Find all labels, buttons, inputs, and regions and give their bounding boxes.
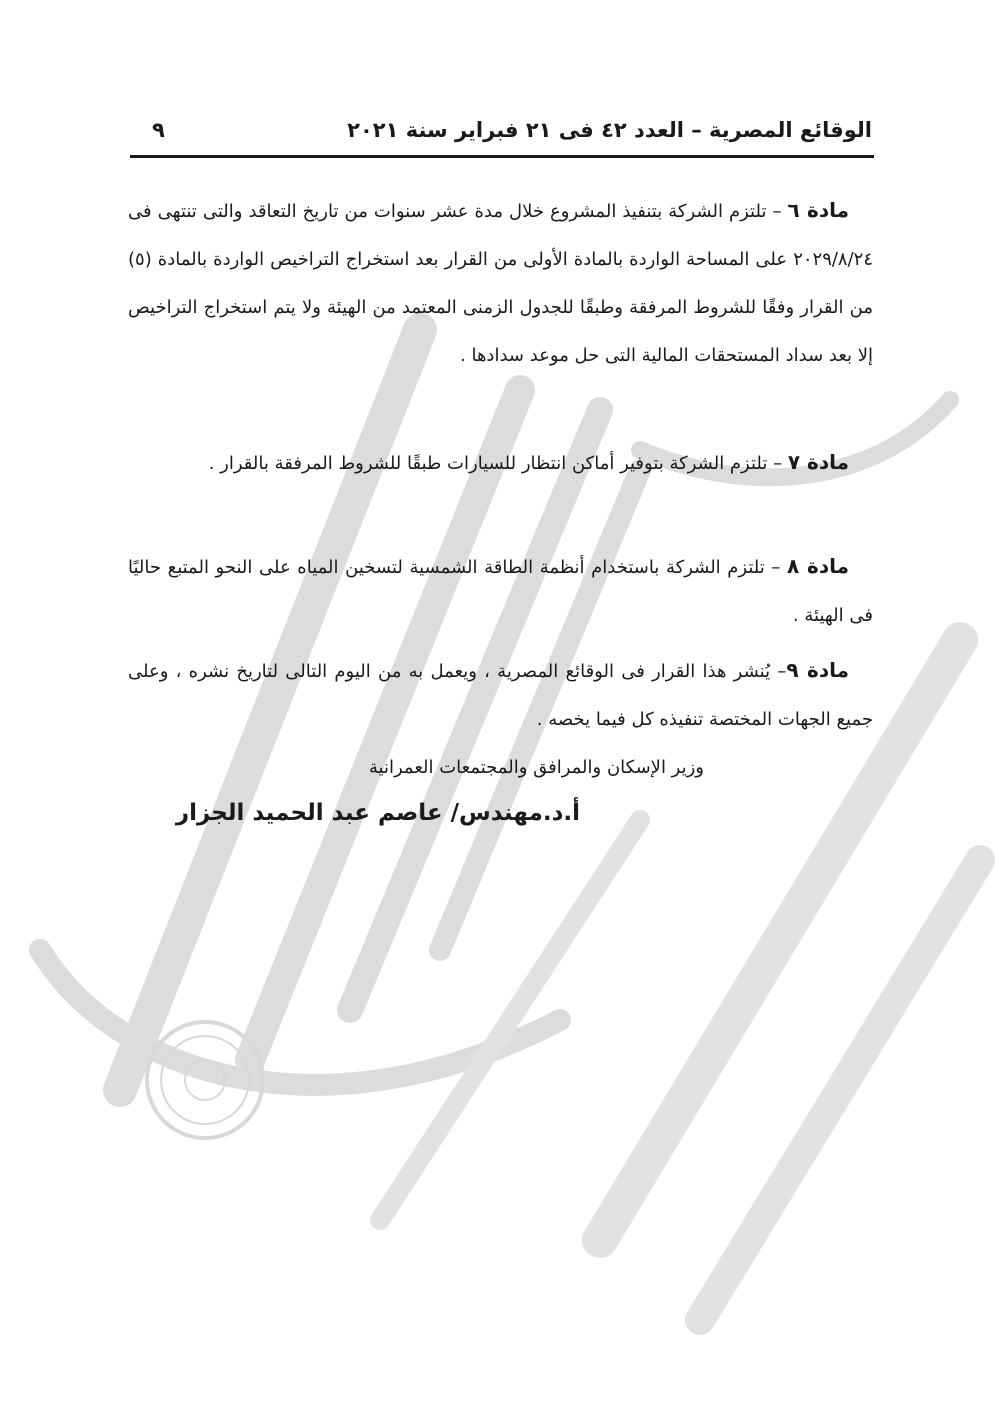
article-9 (128, 646, 873, 746)
header-divider (130, 155, 874, 158)
article-label: مادة ٧ (787, 450, 849, 474)
article-label: مادة ٩ (786, 658, 850, 682)
gazette-title: الوقائع المصرية – العدد ٤٢ فى ٢١ فبراير سنة ٢٠٢١ (347, 118, 872, 142)
seal-icon (147, 1022, 263, 1138)
article-text: – تلتزم الشركة بتوفير أماكن انتظار للسيارات طبقًا للشروط المرفقة بالقرار . (208, 453, 788, 474)
article-label: مادة ٦ (787, 198, 849, 222)
article-label: مادة ٨ (786, 554, 849, 578)
article-7 (128, 438, 873, 538)
decree-body (128, 186, 873, 750)
page-number: ٩ (152, 118, 165, 142)
article-6 (128, 186, 873, 434)
minister-name: أ.د.مهندس/ عاصم عبد الحميد الجزار (175, 800, 580, 826)
article-text: – تلتزم الشركة باستخدام أنظمة الطاقة الشمسية لتسخين المياه على النحو المتبع حاليًا فى الهيئة . (128, 557, 873, 626)
page-header (130, 112, 872, 152)
article-text: – تلتزم الشركة بتنفيذ المشروع خلال مدة عشر سنوات من تاريخ التعاقد والتى تنتهى فى ٢٠٢٩/٨/٢٤ على المساحة الواردة بالمادة الأولى من القرار بعد استخراج التراخيص الواردة بالمادة (٥) من القرار وفقًا للشروط المرفقة وطبقًا للجدول الزمنى المعتمد من الهيئة ولا يتم استخراج التراخيص إلا بعد سداد المستحقات المالية التى حل موعد سدادها . (128, 201, 873, 366)
minister-title: وزير الإسكان والمرافق والمجتمعات العمرانية (368, 757, 704, 778)
article-8 (128, 542, 873, 642)
article-text: – يُنشر هذا القرار فى الوقائع المصرية ، ويعمل به من اليوم التالى لتاريخ نشره ، وعلى جميع الجهات المختصة تنفيذه كل فيما يخصه . (128, 661, 873, 730)
